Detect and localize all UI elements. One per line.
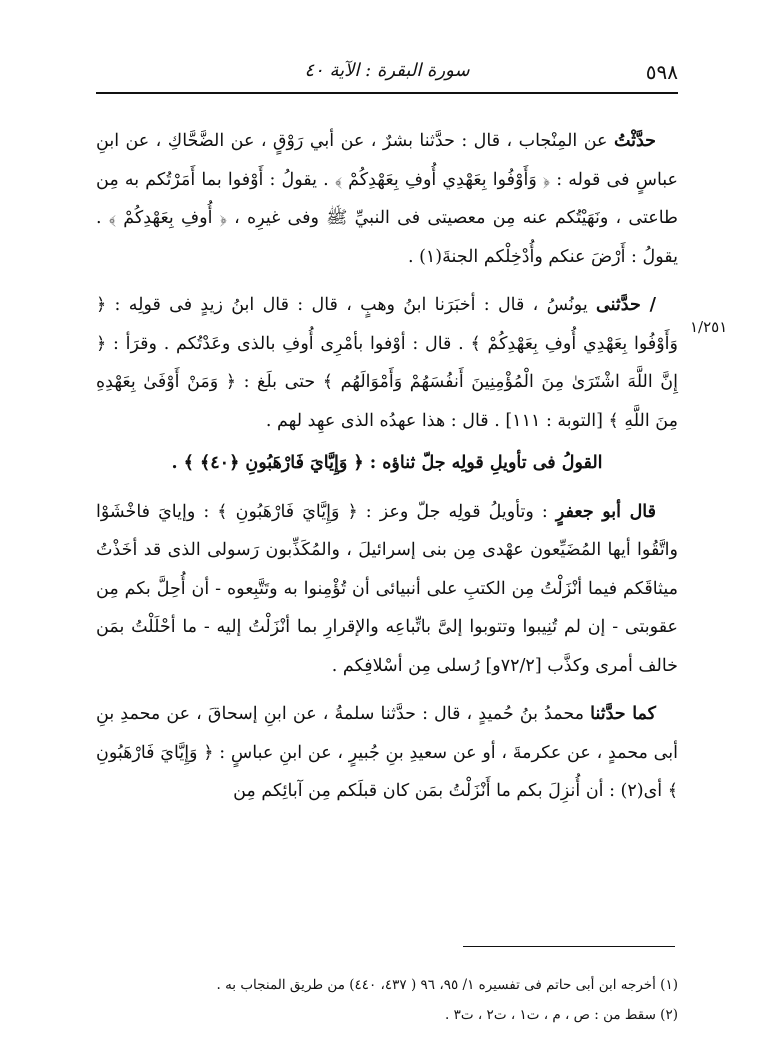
paragraph-lead: حدَّثْتُ — [613, 131, 656, 151]
margin-reference: ١/٢٥١ — [690, 318, 728, 336]
paragraph — [96, 122, 678, 276]
footnote: (٢) سقط من : ص ، م ، ت١ ، ت٢ ، ت٣ . — [445, 1007, 678, 1023]
paragraph — [96, 695, 678, 811]
paragraph-text: محمدُ بنُ حُميدٍ ، قال : حدَّثنا سلمةُ ، عن ابنِ إسحاقَ ، عن محمدِ بنِ أبى محمدٍ ، عن عكرمةَ ، أو عن سعيدِ بنِ جُبيرٍ ، عن ابنِ عباسٍ : ﴿ وَإِيَّايَ فَارْهَبُونِ ﴾ أى(٢) : أن أُنزِلَ بكم ما أَنْزَلْتُ بمَن كان قبلَكم مِن آبائِكم مِن — [96, 704, 678, 801]
footnotes — [96, 970, 678, 1030]
page-number: ٥٩٨ — [645, 60, 678, 84]
paragraph — [96, 286, 678, 440]
paragraph-lead: كما حدَّثنا — [590, 704, 656, 724]
paragraph-lead: / حدَّثنى — [596, 295, 656, 315]
footnote: (١) أخرجه ابن أبى حاتم فى تفسيره ١/ ٩٥، ٩٦ ( ٤٣٧، ٤٤٠) من طريق المنجاب به . — [216, 977, 678, 993]
paragraph-text: عن المِنْجاب ، قال : حدَّثنا بشرٌ ، عن أبي رَوْقٍ ، عن الضَّحَّاكِ ، عن ابنِ عباسٍ فى قوله : ﴿ وَأَوْفُوا بِعَهْدِي أُوفِ بِعَهْدِكُمْ ﴾ . يقولُ : أَوْفوا بما أَمَرْتُكم به مِن طاعتى ، ونَهَيْتُكم عنه مِن معصيتى فى النبيِّ ﷺ وفى غيرِه ، ﴿ أُوفِ بِعَهْدِكُمْ ﴾ . يقولُ : أَرْضَ عنكم وأُدْخِلْكم الجنةَ(١) . — [96, 131, 678, 267]
footnote-divider — [463, 946, 675, 947]
paragraph-lead: قال أبو جعفرٍ — [555, 501, 656, 522]
section-heading-text: القولُ فى تأويلِ قولِه جلّ ثناؤه : ﴿ وَإِيَّايَ فَارْهَبُونِ ﴿٤٠﴾ ﴾ . — [171, 453, 603, 473]
section-heading — [96, 444, 678, 483]
body-text — [96, 122, 678, 811]
running-title: سورة البقرة : الآية ٤٠ — [304, 60, 470, 81]
paragraph — [96, 493, 678, 686]
paragraph-text: : وتأويلُ قولِه جلّ وعز : ﴿ وَإِيَّايَ فَارْهَبُونِ ﴾ : وإيايَ فاخْشَوْا واتَّقُوا أيها المُضَيِّعون عهْدى مِن بنى إسرائيلَ ، والمُكَذِّبون رَسولى الذى قد أخَذْتُ ميثاقَكم فيما أنْزَلْتُ مِن الكتبِ على أنبيائى أن تُؤْمِنوا به وتَتَّبِعوه - أن أُحِلَّ بكم مِن عقوبتى - إن لم تُنِيبوا وتتوبوا إلىَّ باتِّباعِه والإقرارِ بما أنْزَلْتُ إليه - ما أحْلَلْتُ بمَن خالف أمرى وكذَّب [٧٢/٢و] رُسلى مِن أسْلافِكم . — [96, 501, 678, 676]
page-header — [96, 58, 678, 94]
paragraph-text: يونُسُ ، قال : أخبَرَنا ابنُ وهبٍ ، قال : قال ابنُ زيدٍ فى قولِه : ﴿ وَأَوْفُوا بِعَهْدِي أُوفِ بِعَهْدِكُمْ ﴾ . قال : أوْفوا بأمْرِى أُوفِ بالذى وعَدْتُكم . وقرَأ : ﴿ إِنَّ اللَّهَ اشْتَرَىٰ مِنَ الْمُؤْمِنِينَ أَنفُسَهُمْ وَأَمْوَالَهُم ﴾ حتى بلَغ : ﴿ وَمَنْ أَوْفَىٰ بِعَهْدِهِ مِنَ اللَّهِ ﴾ [التوبة : ١١١] . قال : هذا عهدُه الذى عهِد لهم . — [96, 295, 678, 431]
